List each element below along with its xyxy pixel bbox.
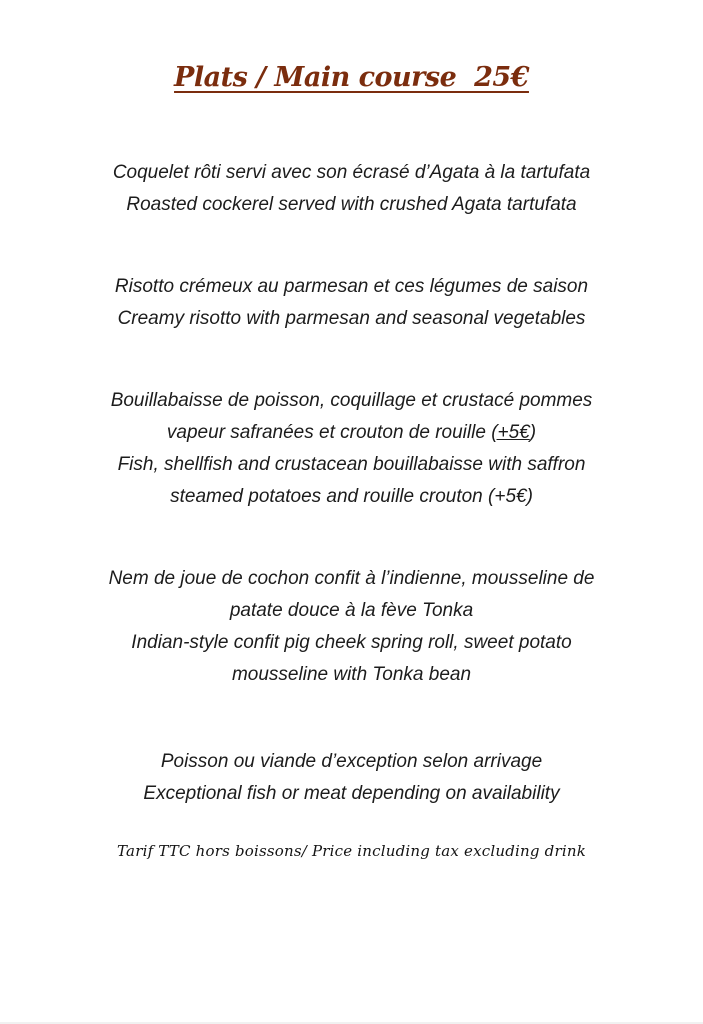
dish-name-en: Exceptional fish or meat depending on availability bbox=[143, 783, 560, 804]
menu-item-nem bbox=[0, 563, 703, 691]
dish-name-fr: Poisson ou viande d’exception selon arrivage bbox=[160, 751, 543, 772]
dish-name-fr: Bouillabaisse de poisson, coquillage et crustacé pommes bbox=[110, 390, 593, 411]
page-title: Plats / Main course 25€ bbox=[174, 62, 529, 93]
dish-name-fr-line2: patate douce à la fève Tonka bbox=[229, 600, 474, 621]
footer-note: Tarif TTC hors boissons/ Price including tax excluding drink bbox=[117, 842, 586, 860]
menu-item-bouillabaisse bbox=[0, 385, 703, 513]
dish-name-en: Roasted cockerel served with crushed Agata tartufata bbox=[126, 194, 577, 215]
menu-item-coquelet bbox=[0, 157, 703, 221]
dish-name-fr: Coquelet rôti servi avec son écrasé d’Agata à la tartufata bbox=[112, 162, 591, 183]
price-supplement: (+5€ bbox=[491, 422, 530, 443]
menu-item-risotto bbox=[0, 271, 703, 335]
dish-name-fr: Risotto crémeux au parmesan et ces légumes de saison bbox=[114, 276, 589, 297]
dish-name-en: Fish, shellfish and crustacean bouillabaisse with saffron bbox=[117, 454, 586, 475]
dish-name-fr-line2-suffix: ) bbox=[529, 422, 537, 443]
dish-name-en: Indian-style confit pig cheek spring roll, sweet potato bbox=[131, 632, 572, 653]
dish-name-fr: Nem de joue de cochon confit à l’indienne, mousseline de bbox=[108, 568, 595, 589]
page-title-wrap bbox=[0, 62, 703, 93]
menu-item-catch-of-day bbox=[0, 746, 703, 810]
dish-name-en: Creamy risotto with parmesan and seasonal vegetables bbox=[117, 308, 586, 329]
menu-list bbox=[0, 157, 703, 810]
dish-name-en-line2: mousseline with Tonka bean bbox=[231, 664, 472, 685]
dish-name-fr-line2 bbox=[0, 417, 703, 449]
dish-name-en-line2: steamed potatoes and rouille crouton (+5€) bbox=[170, 486, 533, 507]
dish-name-fr-line2-text: vapeur safranées et crouton de rouille bbox=[166, 422, 492, 443]
